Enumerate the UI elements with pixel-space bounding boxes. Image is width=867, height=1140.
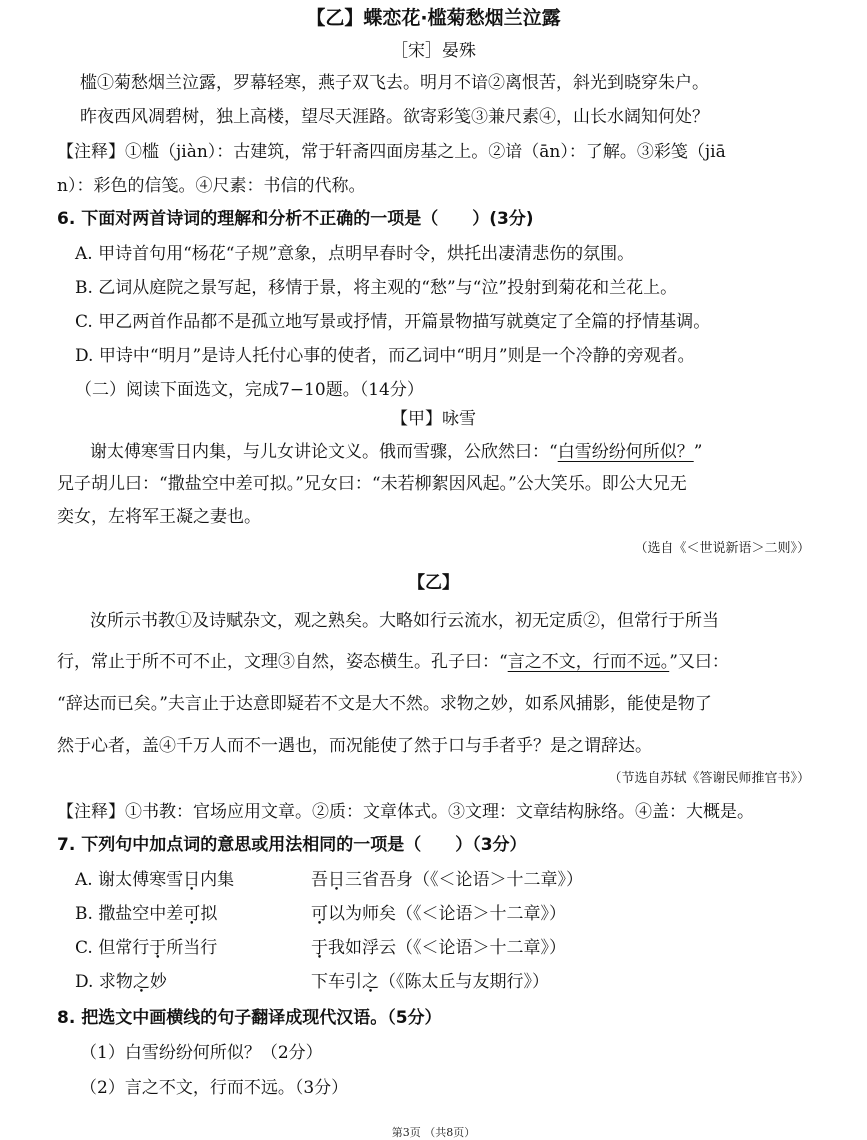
- text-b-title: 【乙】: [408, 573, 459, 593]
- text-b-para-line-4: 然于心者，盖④千万人而不一遇也，而况能使了然于口与手者乎？是之谓辞达。: [57, 736, 652, 756]
- question-7-stem: 7. 下列句中加点词的意思或用法相同的一项是（ ）（3分）: [57, 835, 527, 855]
- question-6-option-a: A. 甲诗首句用“杨花“子规”意象，点明早春时令，烘托出凄清悲伤的氛围。: [75, 244, 635, 264]
- text-b-para-line-1: 汝所示书教①及诗赋杂文，观之熟矣。大略如行云流水，初无定质②，但常行于所当: [90, 611, 719, 631]
- text-a-underlined-sentence: 白雪纷纷何所似？: [557, 442, 694, 462]
- text-a-title: 【甲】咏雪: [391, 409, 476, 429]
- poem-line-1: 槛①菊愁烟兰泣露，罗幕轻寒，燕子双飞去。明月不谙②离恨苦，斜光到晓穿朱户。: [80, 73, 709, 93]
- question-7-option-d-right: 下车引之（《陈太丘与友期行》）: [311, 972, 549, 992]
- question-8-stem: 8. 把选文中画横线的句子翻译成现代汉语。（5分）: [57, 1008, 442, 1028]
- question-7-option-b-right: 可以为师矣（《＜论语＞十二章》）: [311, 904, 566, 924]
- poem-author: ［宋］晏殊: [391, 41, 476, 61]
- question-7-option-a-right: 吾日三省吾身（《＜论语＞十二章》）: [311, 870, 583, 890]
- text-a-source: （选自《＜世说新语＞二则》）: [634, 541, 810, 556]
- question-7-option-a-left: A. 谢太傅寒雪日内集: [75, 870, 235, 890]
- poem-note-2: n）：彩色的信笺。④尺素：书信的代称。: [57, 176, 366, 196]
- question-7-option-b-left: B. 撒盐空中差可拟: [75, 904, 218, 924]
- text-b-para-line-3: “辞达而已矣。”夫言止于达意即疑若不文是大不然。求物之妙，如系风捕影，能使是物了: [57, 694, 712, 714]
- text-a-para-line-2: 兄子胡儿曰：“撒盐空中差可拟。”兄女曰：“未若柳絮因风起。”公大笑乐。即公大兄无: [57, 474, 687, 494]
- text-b-underlined-sentence: 言之不文，行而不远。: [507, 652, 670, 672]
- question-7-option-c-left: C. 但常行于所当行: [75, 938, 218, 958]
- poem-title: 【乙】蝶恋花·槛菊愁烟兰泣露: [306, 7, 561, 29]
- question-8-item-1: （1）白雪纷纷何所似？（2分）: [80, 1043, 323, 1063]
- text-b-note: 【注释】①书教：官场应用文章。②质：文章体式。③文理：文章结构脉络。④盖：大概是。: [57, 802, 754, 822]
- page-footer: 第3页 （共8页）: [391, 1126, 476, 1139]
- question-6-option-b: B. 乙词从庭院之景写起，移情于景，将主观的“愁”与“泣”投射到菊花和兰花上。: [75, 278, 678, 298]
- text-a-para-line-1: 谢太傅寒雪日内集，与儿女讲论文义。俄而雪骤，公欣然曰：“白雪纷纷何所似？”: [90, 442, 703, 462]
- question-7-option-c-right: 于我如浮云（《＜论语＞十二章》）: [311, 938, 566, 958]
- text-a-para-line-3: 奕女，左将军王凝之妻也。: [57, 507, 261, 527]
- section-2-heading: （二）阅读下面选文，完成7−10题。（14分）: [75, 380, 424, 400]
- poem-line-2: 昨夜西风凋碧树，独上高楼，望尽天涯路。欲寄彩笺③兼尺素④，山长水阔知何处？: [80, 107, 709, 127]
- text-b-para-line-2: 行，常止于所不可不止，文理③自然，姿态横生。孔子曰：“言之不文，行而不远。”又曰：: [57, 652, 729, 672]
- poem-note-1: 【注释】①槛（jiàn）：古建筑，常于轩斋四面房基之上。②谙（ān）：了解。③彩笺（jiā: [57, 142, 726, 162]
- text-b-source: （节选自苏轼《答谢民师推官书》）: [608, 771, 810, 786]
- question-7-option-d-left: D. 求物之妙: [75, 972, 167, 992]
- question-6-option-c: C. 甲乙两首作品都不是孤立地写景或抒情，开篇景物描写就奠定了全篇的抒情基调。: [75, 312, 711, 332]
- question-6-stem: 6. 下面对两首诗词的理解和分析不正确的一项是（ ）(3分): [57, 209, 534, 229]
- question-6-option-d: D. 甲诗中“明月”是诗人托付心事的使者，而乙词中“明月”则是一个冷静的旁观者。: [75, 346, 695, 366]
- question-8-item-2: （2）言之不文，行而不远。（3分）: [80, 1078, 349, 1098]
